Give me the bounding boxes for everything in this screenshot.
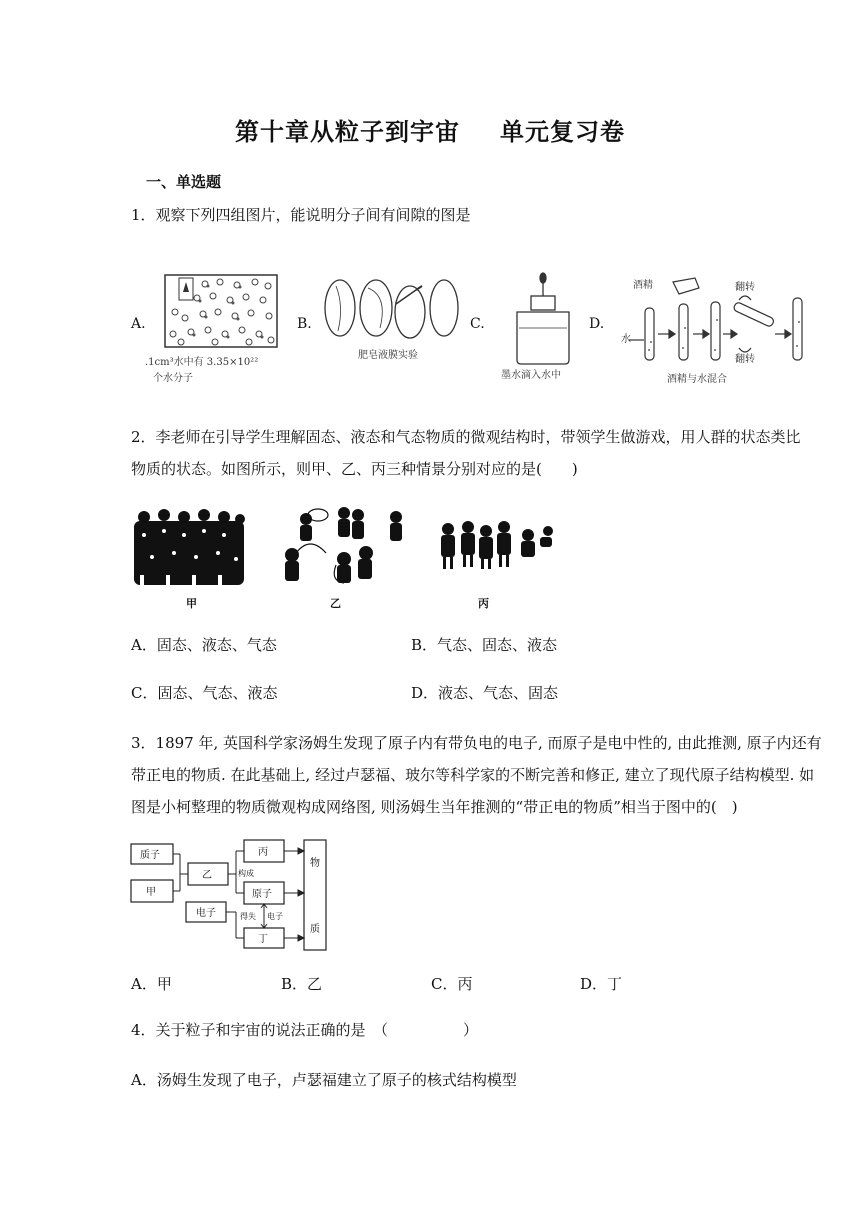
question-4-stem: 4．关于粒子和宇宙的说法正确的是 （ ）	[131, 1021, 479, 1039]
figure-a-caption-line2: 个水分子	[153, 373, 193, 384]
diagram-node-ding: 丁	[258, 934, 268, 945]
figure-a-caption-line1: .1cm³水中有 3.35×10²²	[145, 357, 259, 368]
diagram-node-yi: 乙	[202, 870, 212, 881]
figure-soap-film	[318, 276, 468, 366]
question-3-stem-line2: 带正电的物质. 在此基础上, 经过卢瑟福、玻尔等科学家的不断完善和修正, 建立了现代原子结构模型. 如	[131, 766, 815, 784]
figure-d-caption: 酒精与水混合	[667, 374, 727, 385]
q3-option-a[interactable]: A．甲	[131, 975, 172, 993]
figure-ink-in-water	[495, 272, 590, 382]
diagram-node-jia: 甲	[146, 887, 156, 898]
figure-alcohol-water-mix	[615, 270, 815, 390]
figure-d-label-flip-top: 翻转	[735, 282, 755, 293]
q2-option-b[interactable]: B．气态、固态、液态	[411, 636, 558, 654]
figure-c-caption: 墨水滴入水中	[501, 370, 561, 381]
q1-option-a-label: A.	[131, 316, 146, 332]
figure-water-molecules	[145, 270, 285, 390]
diagram-node-proton: 质子	[140, 850, 160, 861]
question-3-stem-line3: 图是小柯整理的物质微观构成网络图, 则汤姆生当年推测的“带正电的物质”相当于图中的( )	[131, 798, 738, 816]
q4-option-a[interactable]: A．汤姆生发现了电子，卢瑟福建立了原子的核式结构模型	[131, 1071, 517, 1089]
figure-crowd-states	[130, 505, 560, 613]
q2-option-d[interactable]: D．液态、气态、固态	[411, 684, 559, 702]
figure-label-bing: 丙	[478, 597, 489, 610]
q2-option-a[interactable]: A．固态、液态、气态	[131, 636, 277, 654]
figure-label-yi: 乙	[330, 597, 341, 610]
question-3-stem-line1: 3．1897 年, 英国科学家汤姆生发现了原子内有带负电的电子, 而原子是电中性的, 由此推测, 原子内还有	[131, 734, 822, 752]
question-2-stem-line2: 物质的状态。如图所示，则甲、乙、丙三种情景分别对应的是( )	[131, 460, 578, 478]
q3-option-d[interactable]: D．丁	[580, 975, 623, 993]
diagram-node-bing: 丙	[258, 847, 268, 858]
diagram-matter-structure	[128, 836, 333, 956]
q1-option-c-label: C.	[470, 316, 485, 332]
figure-d-label-flip-bottom: 翻转	[735, 354, 755, 365]
q3-option-b[interactable]: B．乙	[281, 975, 323, 993]
question-1-stem: 1．观察下列四组图片，能说明分子间有间隙的图是	[131, 206, 471, 224]
figure-d-label-alcohol: 酒精	[633, 280, 653, 291]
q3-option-c[interactable]: C．丙	[431, 975, 473, 993]
figure-label-jia: 甲	[186, 597, 197, 610]
diagram-edge-compose: 构成	[238, 869, 254, 878]
q1-option-b-label: B.	[297, 316, 312, 332]
diagram-edge-electron: 电子	[267, 912, 283, 921]
diagram-node-matter-top: 物	[310, 858, 320, 869]
section-heading: 一、单选题	[146, 173, 222, 191]
figure-d-label-water: 水	[621, 334, 631, 345]
diagram-edge-gain-lose: 得失	[240, 912, 256, 921]
title-sub: 单元复习卷	[500, 118, 625, 146]
q1-option-d-label: D.	[589, 316, 605, 332]
question-2-stem-line1: 2．李老师在引导学生理解固态、液态和气态物质的微观结构时，带领学生做游戏，用人群的状态类比	[131, 428, 801, 446]
q2-option-c[interactable]: C．固态、气态、液态	[131, 684, 278, 702]
figure-b-caption: 肥皂液膜实验	[358, 350, 418, 361]
diagram-node-atom: 原子	[252, 889, 272, 900]
diagram-node-matter-bottom: 质	[310, 924, 320, 935]
page-title	[0, 112, 860, 147]
title-main: 第十章从粒子到宇宙	[235, 118, 460, 146]
diagram-node-electron: 电子	[196, 908, 216, 919]
